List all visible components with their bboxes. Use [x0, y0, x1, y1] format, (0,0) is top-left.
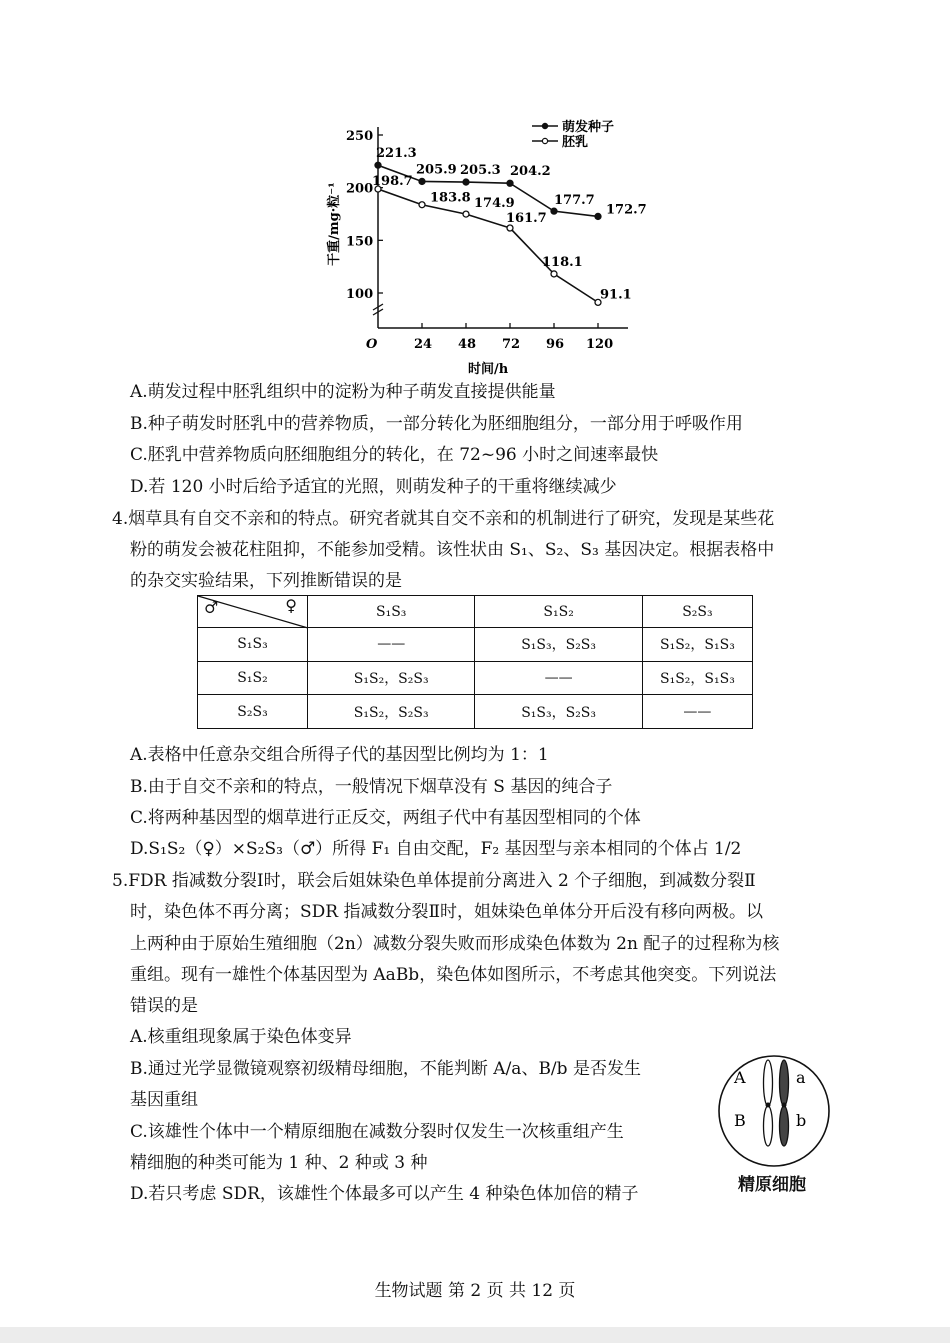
q4-option-c: C.将两种基因型的烟草进行正反交，两组子代中有基因型相同的个体 [130, 808, 641, 828]
data-label: 198.7 [372, 174, 413, 190]
figure-caption: 精原细胞 [738, 1175, 806, 1195]
legend-label: 胚乳 [562, 135, 589, 150]
row-header: S₁S₂ [198, 661, 308, 695]
data-point [551, 271, 557, 277]
q5-option-d: D.若只考虑 SDR，该雄性个体最多可以产生 4 种染色体加倍的精子 [130, 1184, 639, 1204]
page-footer: 生物试题 第 2 页 共 12 页 [374, 1281, 576, 1301]
q4-stem-line1: 4.烟草具有自交不亲和的特点。研究者就其自交不亲和的机制进行了研究，发现是某些花 [112, 509, 775, 529]
table-cell: —— [642, 695, 752, 729]
q3-option-b: B.种子萌发时胚乳中的营养物质，一部分转化为胚细胞组分，一部分用于呼吸作用 [130, 414, 743, 434]
data-label: 183.8 [430, 190, 471, 206]
x-tick-label: 48 [458, 337, 477, 352]
data-label: 161.7 [506, 211, 547, 227]
male-symbol: ♂ [204, 598, 219, 617]
legend-marker [542, 138, 547, 143]
data-point [507, 180, 513, 186]
gene-label-A: A [734, 1068, 746, 1087]
x-tick-label: O [366, 337, 378, 352]
table-cell: —— [307, 628, 474, 662]
cell-diagram [716, 1053, 832, 1169]
q4-option-d: D.S₁S₂（♀）×S₂S₃（♂）所得 F₁ 自由交配，F₂ 基因型与亲本相同的个体占 1/2 [130, 839, 742, 859]
scan-edge [0, 1327, 950, 1343]
table-cell: S₁S₂，S₁S₃ [642, 628, 752, 662]
table-cell: S₁S₃，S₂S₃ [475, 628, 642, 662]
legend-label: 萌发种子 [562, 120, 615, 135]
y-axis-label: 干重/mg·粒⁻¹ [327, 182, 342, 266]
gene-label-B: B [734, 1111, 746, 1130]
data-point [463, 211, 469, 217]
q5-stem-line1: 5.FDR 指减数分裂Ⅰ时，联会后姐妹染色单体提前分离进入 2 个子细胞，到减数分裂Ⅱ [112, 871, 756, 891]
spermatogonium-figure [716, 1053, 832, 1173]
chart-svg [320, 110, 647, 377]
q5-option-b-line1: B.通过光学显微镜观察初级精母细胞，不能判断 A/a、B/b 是否发生 [130, 1059, 641, 1079]
table-cell: S₁S₂，S₂S₃ [307, 695, 474, 729]
legend-marker [542, 123, 547, 128]
data-label: 204.2 [510, 164, 551, 180]
data-point [463, 179, 469, 185]
y-tick-label: 200 [346, 181, 374, 197]
q5-stem-line3: 上两种由于原始生殖细胞（2n）减数分裂失败而形成染色体数为 2n 配子的过程称为核 [130, 934, 780, 954]
q5-stem-line5: 错误的是 [130, 996, 198, 1016]
dry-weight-line-chart [320, 110, 647, 379]
q4-stem-line3: 的杂交实验结果，下列推断错误的是 [130, 571, 402, 591]
q5-option-a: A.核重组现象属于染色体变异 [130, 1027, 352, 1047]
q4-option-b: B.由于自交不亲和的特点，一般情况下烟草没有 S 基因的纯合子 [130, 777, 613, 797]
table-corner-cell [198, 596, 308, 628]
q3-option-a: A.萌发过程中胚乳组织中的淀粉为种子萌发直接提供能量 [130, 382, 556, 402]
x-tick-label: 72 [502, 337, 521, 352]
data-point [419, 178, 425, 184]
row-header: S₁S₃ [198, 628, 308, 662]
q5-option-b-line2: 基因重组 [130, 1090, 198, 1110]
col-header: S₂S₃ [642, 596, 752, 628]
female-symbol: ♀ [285, 596, 297, 615]
q5-stem-line2: 时，染色体不再分离；SDR 指减数分裂Ⅱ时，姐妹染色单体分开后没有移向两极。以 [130, 902, 764, 922]
x-tick-label: 96 [546, 337, 565, 352]
q4-stem-line2: 粉的萌发会被花柱阻抑，不能参加受精。该性状由 S₁、S₂、S₃ 基因决定。根据表格中 [130, 540, 775, 560]
cross-result-table [197, 595, 753, 729]
data-label: 91.1 [600, 287, 632, 303]
data-label: 118.1 [542, 254, 583, 270]
table-cell: S₁S₂，S₂S₃ [307, 661, 474, 695]
table-cell: S₁S₃，S₂S₃ [475, 695, 642, 729]
row-header: S₂S₃ [198, 695, 308, 729]
y-tick-label: 150 [346, 234, 374, 250]
table-cell: S₁S₂，S₁S₃ [642, 661, 752, 695]
y-tick-label: 100 [346, 287, 374, 302]
gene-label-a: a [796, 1068, 806, 1087]
x-tick-label: 24 [414, 337, 433, 352]
data-point [375, 162, 381, 168]
q3-option-d: D.若 120 小时后给予适宜的光照，则萌发种子的干重将继续减少 [130, 477, 617, 497]
data-label: 205.9 [416, 162, 457, 178]
q5-option-c-line1: C.该雄性个体中一个精原细胞在减数分裂时仅发生一次核重组产生 [130, 1122, 624, 1142]
table-row [198, 661, 753, 695]
x-tick-label: 120 [586, 337, 614, 352]
q3-option-c: C.胚乳中营养物质向胚细胞组分的转化，在 72~96 小时之间速率最快 [130, 445, 659, 465]
x-axis-label: 时间/h [468, 362, 509, 377]
table-row [198, 695, 753, 729]
q4-option-a: A.表格中任意杂交组合所得子代的基因型比例均为 1：1 [130, 745, 549, 765]
y-tick-label: 250 [346, 129, 374, 144]
data-point [551, 208, 557, 214]
data-label: 205.3 [460, 163, 501, 179]
gene-label-b: b [796, 1111, 807, 1130]
data-point [419, 202, 425, 208]
col-header: S₁S₃ [307, 596, 474, 628]
q5-stem-line4: 重组。现有一雄性个体基因型为 AaBb，染色体如图所示，不考虑其他突变。下列说法 [130, 965, 777, 985]
data-point [595, 213, 601, 219]
data-label: 177.7 [554, 193, 595, 209]
col-header: S₁S₂ [475, 596, 642, 628]
data-label: 172.7 [606, 202, 647, 218]
data-label: 221.3 [376, 146, 417, 162]
table-row [198, 628, 753, 662]
table-cell: —— [475, 661, 642, 695]
q5-option-c-line2: 精细胞的种类可能为 1 种、2 种或 3 种 [130, 1153, 428, 1173]
data-label: 174.9 [474, 196, 515, 212]
